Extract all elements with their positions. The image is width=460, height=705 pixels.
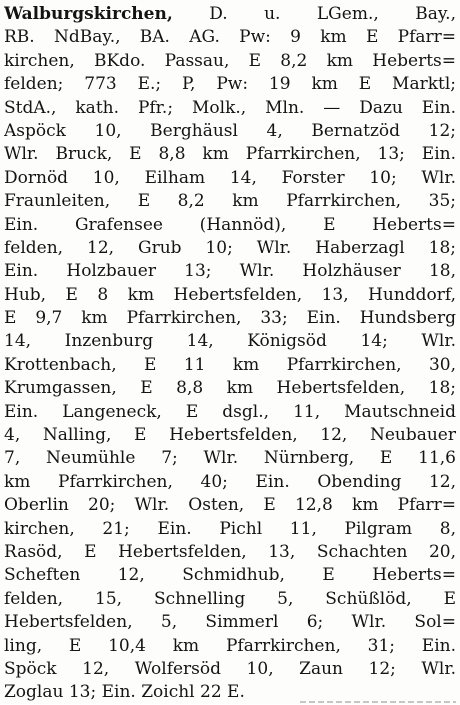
entry-line: Krottenbach, E 11 km Pfarrkirchen, 30,: [4, 354, 456, 375]
entry-line: StdA., kath. Pfr.; Molk., Mln. — Dazu Ein.: [4, 97, 456, 118]
entry-line: Rasöd, E Hebertsfelden, 13, Schachten 20,: [4, 541, 456, 562]
entry-line: felden, 12, Grub 10; Wlr. Haberzagl 18;: [4, 237, 456, 258]
entry-line: 4, Nalling, E Hebertsfelden, 12, Neubauer: [4, 425, 456, 446]
entry-line: Ein. Langeneck, E dsgl., 11, Mautschneid: [4, 401, 456, 422]
entry-line: Dornöd 10, Eilham 14, Forster 10; Wlr.: [4, 167, 456, 188]
entry-line: 7, Neumühle 7; Wlr. Nürnberg, E 11,6: [4, 448, 456, 469]
entry-line: RB. NdBay., BA. AG. Pw: 9 km E Pfarr=: [4, 27, 456, 48]
entry-line: Krumgassen, E 8,8 km Hebertsfelden, 18;: [4, 378, 456, 399]
entry-line: Ein. Grafensee (Hannöd), E Heberts=: [4, 214, 456, 235]
entry-line: Aspöck 10, Berghäusl 4, Bernatzöd 12;: [4, 120, 456, 141]
entry-line: Scheften 12, Schmidhub, E Heberts=: [4, 565, 456, 586]
entry-line: 14, Inzenburg 14, Königsöd 14; Wlr.: [4, 331, 456, 352]
entry-line: Zoglau 13; Ein. Zoichl 22 E.: [4, 682, 245, 703]
entry-line: kirchen, 21; Ein. Pichl 11, Pilgram 8,: [4, 518, 456, 539]
entry-line: Fraunleiten, E 8,2 km Pfarrkirchen, 35;: [4, 191, 456, 212]
entry-line: Wlr. Bruck, E 8,8 km Pfarrkirchen, 13; Ein.: [4, 144, 456, 165]
entry-line: felden, 15, Schnelling 5, Schüßlöd, E: [4, 588, 456, 609]
entry-line: ling, E 10,4 km Pfarrkirchen, 31; Ein.: [4, 635, 456, 656]
entry-line: km Pfarrkirchen, 40; Ein. Obending 12,: [4, 471, 456, 492]
entry-line: felden; 773 E.; P, Pw: 19 km E Marktl;: [4, 74, 456, 95]
entry-line: Spöck 12, Wolfersöd 10, Zaun 12; Wlr.: [4, 658, 456, 679]
entry-line: Hub, E 8 km Hebertsfelden, 13, Hunddorf,: [4, 284, 456, 305]
entry-line: Hebertsfelden, 5, Simmerl 6; Wlr. Sol=: [4, 612, 456, 633]
entry-line-text: D. u. LGem., Bay.,: [172, 4, 456, 24]
entry-line: E 9,7 km Pfarrkirchen, 33; Ein. Hundsberg: [4, 308, 456, 329]
entry-line: kirchen, BKdo. Passau, E 8,2 km Heberts=: [4, 50, 456, 71]
entry-line: Oberlin 20; Wlr. Osten, E 12,8 km Pfarr=: [4, 495, 456, 516]
entry-headword: Walburgskirchen,: [4, 4, 173, 24]
gazetteer-entry: [4, 3, 456, 705]
entry-line: [4, 3, 456, 26]
entry-line: Ein. Holzbauer 13; Wlr. Holzhäuser 18,: [4, 261, 456, 282]
next-line-fragment: [300, 699, 456, 704]
